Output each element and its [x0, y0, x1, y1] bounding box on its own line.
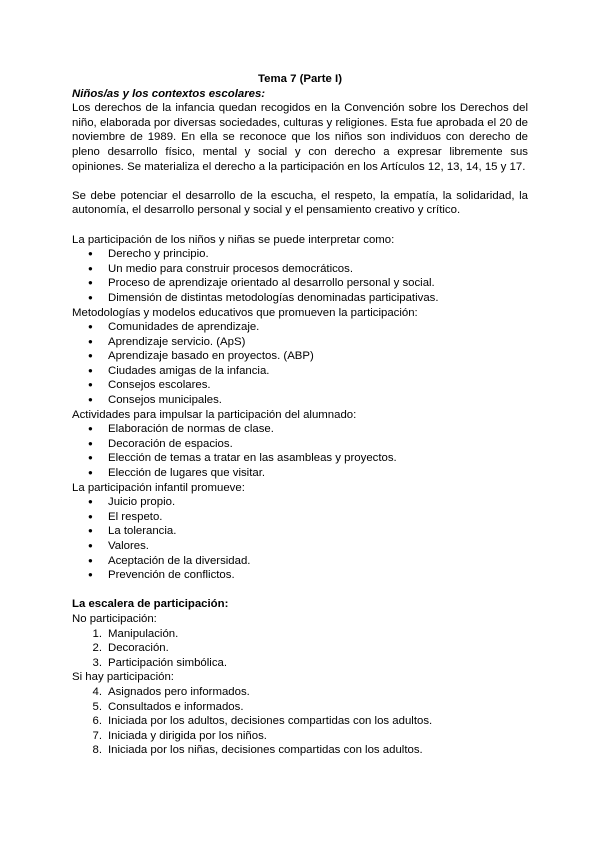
list-item: ● Elección de temas a tratar en las asambleas y proyectos. [72, 451, 528, 466]
list-item: ● Consejos escolares. [72, 378, 528, 393]
promotes-list [72, 495, 528, 583]
list-number: 6. [92, 715, 102, 728]
list-item: ● Aprendizaje servicio. (ApS) [72, 335, 528, 350]
list-number: 3. [92, 656, 102, 669]
page-title: Tema 7 (Parte I) [258, 73, 342, 85]
list-number: 1. [92, 627, 102, 640]
no-participation-label: No participación: [72, 612, 157, 625]
participation-label: Si hay participación: [72, 671, 174, 684]
list-text: Asignados pero informados. [108, 685, 250, 698]
list-item: ● Ciudades amigas de la infancia. [72, 364, 528, 379]
list-item: ● Un medio para construir procesos democráticos. [72, 262, 528, 277]
activities-heading: Actividades para impulsar la participación del alumnado: [72, 408, 357, 421]
list-text: Manipulación. [108, 627, 179, 640]
list-item [72, 627, 528, 642]
list-item: ● Valores. [72, 539, 528, 554]
intro-paragraph: Los derechos de la infancia quedan recogidos en la Convención sobre los Derechos del niño, elaborada por diversas sociedades, culturas y religiones. Esta fue aprobada el 20 de noviembre de 1989. En ella se reconoce que los niños son individuos con derecho de pleno desarrollo físico, mental y social y con derecho a expresar libremente sus opiniones. Se materializa el derecho a la participación en los Artículos 12, 13, 14, 15 y 17. [72, 102, 528, 173]
list-item [72, 700, 528, 715]
list-number: 2. [92, 642, 102, 655]
list-item [72, 743, 528, 758]
list-text: Iniciada y dirigida por los niños. [108, 729, 267, 742]
list-number: 7. [92, 729, 102, 742]
methodologies-heading: Metodologías y modelos educativos que promueven la participación: [72, 306, 418, 319]
list-item [72, 641, 528, 656]
promotes-heading: La participación infantil promueve: [72, 481, 245, 494]
list-item: ● Aprendizaje basado en proyectos. (ABP) [72, 349, 528, 364]
list-item [72, 656, 528, 671]
list-number: 8. [92, 744, 102, 757]
participation-list [72, 685, 528, 758]
activities-list [72, 422, 528, 480]
list-item: ● Derecho y principio. [72, 247, 528, 262]
list-item: ● Juicio propio. [72, 495, 528, 510]
document-content [72, 72, 528, 758]
list-item: ● Dimensión de distintas metodologías denominadas participativas. [72, 291, 528, 306]
interpretation-list [72, 247, 528, 305]
list-text: Iniciada por los niñas, decisiones compartidas con los adultos. [108, 744, 423, 757]
list-item: ● La tolerancia. [72, 524, 528, 539]
no-participation-list [72, 627, 528, 671]
list-item: ● Decoración de espacios. [72, 437, 528, 452]
second-paragraph: Se debe potenciar el desarrollo de la escucha, el respeto, la empatía, la solidaridad, la autonomía, el desarrollo personal y social y el pensamiento creativo y crítico. [72, 189, 528, 217]
list-item: ● Prevención de conflictos. [72, 568, 528, 583]
list-item: ● Aceptación de la diversidad. [72, 554, 528, 569]
list-item: ● Consejos municipales. [72, 393, 528, 408]
list-item [72, 685, 528, 700]
methodologies-list [72, 320, 528, 408]
list-text: Iniciada por los adultos, decisiones compartidas con los adultos. [108, 715, 433, 728]
list-item [72, 729, 528, 744]
list-item: ● Elección de lugares que visitar. [72, 466, 528, 481]
section-subtitle: Niños/as y los contextos escolares: [72, 87, 266, 100]
interpretation-heading: La participación de los niños y niñas se puede interpretar como: [72, 233, 395, 246]
list-number: 5. [92, 700, 102, 713]
list-item: ● Proceso de aprendizaje orientado al desarrollo personal y social. [72, 276, 528, 291]
ladder-heading: La escalera de participación: [72, 598, 229, 611]
list-text: Decoración. [108, 642, 169, 655]
list-item: ● El respeto. [72, 510, 528, 525]
list-item: ● Elaboración de normas de clase. [72, 422, 528, 437]
list-number: 4. [92, 685, 102, 698]
list-text: Participación simbólica. [108, 656, 228, 669]
list-item [72, 714, 528, 729]
list-text: Consultados e informados. [108, 700, 244, 713]
list-item: ● Comunidades de aprendizaje. [72, 320, 528, 335]
